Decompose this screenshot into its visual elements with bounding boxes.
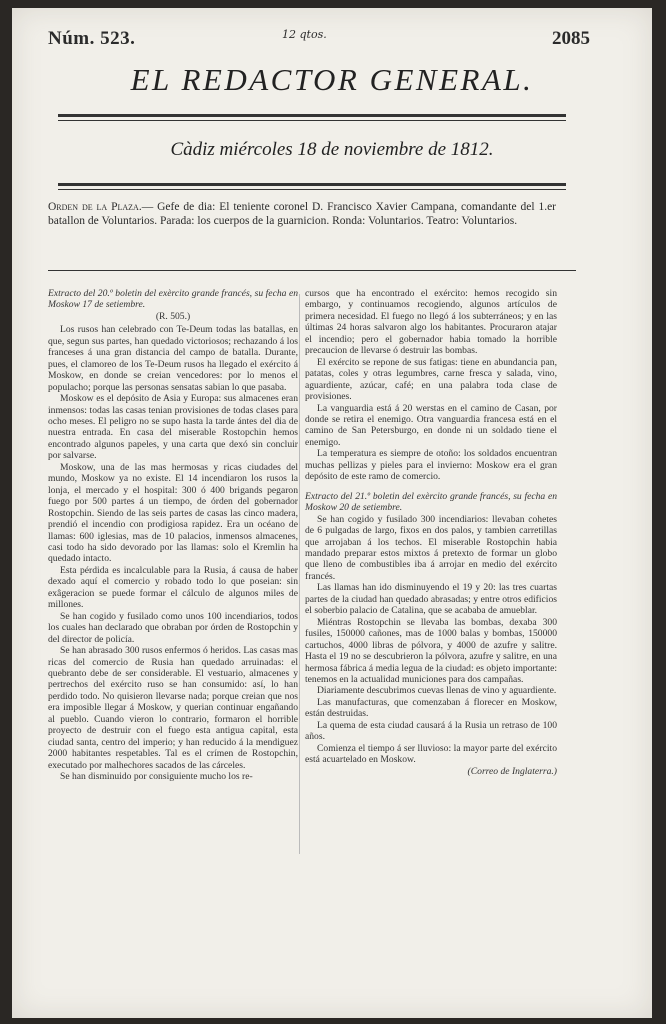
article-paragraph: cursos que ha encontrado el exército: hemos recogido sin embargo, y continuamos recogiendo, algunos artículos de primera necesidad. El fuego no llegó á los subterráneos; y en las últimas 24 horas salvaron algo los habitantes. Procuraron atajar el incendio; pero el gobernador habia tomado la horrible precaucion de llevarse ó destruir las bombas. bbox=[305, 288, 557, 357]
article-paragraph: Moskow es el depósito de Asia y Europa: sus almacenes eran inmensos: todas las casas tenian provisiones de todas clases para ocho meses. El peligro no se supo hasta la tarde ántes del dia de nuestra entrada. En casa del miserable Rostopchin hemos encontrado algunos papeles, y una carta que dexó sin concluir por salvarse. bbox=[48, 393, 298, 462]
article-heading: Extracto del 20.º boletin del exèrcito grande francés, su fecha en Moskow 17 de setiembre. bbox=[48, 288, 298, 311]
article-paragraph: (R. 505.) bbox=[155, 310, 191, 322]
article-paragraph: Los rusos han celebrado con Te-Deum todas las batallas, en que, segun sus partes, han quedado victoriosos; rechazando á los franceses á una gran distancia del campo de batalla. Durante, pues, el clamoreo de los Te-Deum rusos ha llegado el exército á Moskow, en donde se creian vencedores: por lo menos el populacho; porque las personas sensatas sabian lo que pasaba. bbox=[48, 324, 298, 393]
issue-number: Núm. 523. bbox=[48, 28, 136, 49]
article-paragraph: Se han abrasado 300 rusos enfermos ó heridos. Las casas mas ricas del comercio de Rusia han quedado arruinadas: el quebranto debe de ser considerable. El vestuario, almacenes y pertrechos del exército ruso se han consumido: así, lo han perdido todo. No quisieron llevarse nada; porque creian que nos era imposible llegar á Moskow, y querian continuar engañando al pueblo. Cuando vieron lo contrario, formaron el horrible proyecto de destruir con el fuego esta antigua capital, esta ciudad santa, centro del imperio; y han reducido á la mendiguez 2000 habitantes respetables. Tal es el crímen de Rostopchin, executado por malhechores sacados de las cárceles. bbox=[48, 645, 298, 771]
date-rule-thick bbox=[58, 183, 566, 186]
orden-de-la-plaza bbox=[48, 200, 556, 228]
left-column bbox=[48, 288, 298, 782]
dateline: Càdiz miércoles 18 de noviembre de 1812. bbox=[170, 139, 494, 160]
top-rule-thin bbox=[58, 120, 566, 121]
orden-text: — Gefe de dia: El teniente coronel D. Francisco Xavier Campana, comandante del 1.er batallon de Voluntarios. Parada: los cuerpos de la guarnicion. Ronda: Voluntarios. Teatro: Voluntarios. bbox=[48, 201, 557, 227]
article-paragraph: Comienza el tiempo á ser lluvioso: la mayor parte del exército está acuartelado en Moskow. bbox=[305, 742, 557, 766]
article-heading: Extracto del 21.º boletin del exèrcito grande francés, su fecha en Moskow 20 de setiembre. bbox=[305, 490, 557, 514]
top-rule-thick bbox=[58, 114, 566, 117]
page-number: 2085 bbox=[552, 28, 590, 49]
article-paragraph: Diariamente descubrimos cuevas llenas de vino y aguardiente. bbox=[317, 685, 557, 697]
masthead-title: EL REDACTOR GENERAL. bbox=[130, 62, 534, 97]
article-paragraph: Se han cogido y fusilado 300 incendiarios: llevaban cohetes de 6 pulgadas de largo, fixos en dos palos, y tambien carretillas que arrojaban á los techos. El miserable Rostopchin habia mandado preparar estos mixtos á pretexto de formar un globo que lleno de combustibles iba á arrojar en medio del exército francés. bbox=[305, 513, 557, 582]
orden-label: Orden de la Plaza. bbox=[48, 201, 142, 213]
article-paragraph: Se han cogido y fusilado como unos 100 incendiarios, todos los cuales han declarado que obraban por órden de Rostopchin y del director de policía. bbox=[48, 610, 298, 645]
article-paragraph: La quema de esta ciudad causará á la Rusia un retraso de 100 años. bbox=[305, 719, 557, 743]
date-rule-thin bbox=[58, 189, 566, 190]
article-paragraph: La vanguardia está á 20 werstas en el camino de Casan, por donde se retira el enemigo. Otra vanguardia francesa está en el camino de San Petersburgo, en donde ni un soldado tiene el enemigo. bbox=[305, 402, 557, 448]
article-paragraph: Las manufacturas, que comenzaban á florecer en Moskow, están destruidas. bbox=[305, 696, 557, 720]
article-paragraph: Las llamas han ido disminuyendo el 19 y 20: las tres cuartas partes de la ciudad han quedado abrasadas; y entre otros edificios el soberbio palacio de Catalina, que se acababa de amueblar. bbox=[305, 582, 557, 617]
article-paragraph: Esta pérdida es incalculable para la Rusia, á causa de haber dexado aquí el comercio y robado todo lo que poseian: sin exâgeracion se puede formar el cálculo de algunos miles de millones. bbox=[48, 564, 298, 611]
article-paragraph: La temperatura es siempre de otoño: los soldados encuentran muchas pellizas y pieles para el invierno: Moskow era el gran depósito de este ramo de comercio. bbox=[305, 448, 557, 483]
article-source: (Correo de Inglaterra.) bbox=[467, 765, 557, 777]
article-paragraph: Se han disminuido por consiguiente mucho los re- bbox=[60, 771, 253, 783]
newspaper-page bbox=[12, 8, 652, 1018]
section-rule bbox=[48, 270, 576, 271]
article-paragraph: Moskow, una de las mas hermosas y ricas ciudades del mundo, Moskow ya no existe. El 14 incendiaron los rusos la lonja, el mercado y el hospital: 300 ó 400 brigands pegaron fuego por 500 partes á un tiempo, de órden del gobernador Rostopchin. Siendo de las seis partes de casas las cinco madera, prendió el incendio con prodigiosa rapidez. Era un océano de llamas: 600 iglesias, mas de 10 palacios, inmensos almacenes, casi todo ha sido devorado por las llamas: solo el Kremlin ha quedado intacto. bbox=[48, 461, 298, 565]
article-paragraph: Miéntras Rostopchin se llevaba las bombas, dexaba 300 fusiles, 150000 cañones, mas de 1000 balas y bombas, 150000 cartuchos, 4000 libras de pólvora, y 4000 de azufre y salitre. Hasta el 19 no se descubrieron la pólvora, azufre y salitre, en una hermosa fábrica á media legua de la ciudad: es objeto importante: tenemos en la actualidad municiones para dos campañas. bbox=[305, 616, 557, 685]
article-paragraph: El exército se repone de sus fatigas: tiene en abundancia pan, patatas, coles y otras legumbres, carne fresca y salada, vino, aguardiente, azúcar, café; en una palabra toda clase de provisiones. bbox=[305, 356, 557, 403]
column-divider bbox=[299, 294, 300, 854]
handwritten-note: 12 qtos. bbox=[282, 28, 327, 41]
right-column bbox=[305, 288, 557, 777]
